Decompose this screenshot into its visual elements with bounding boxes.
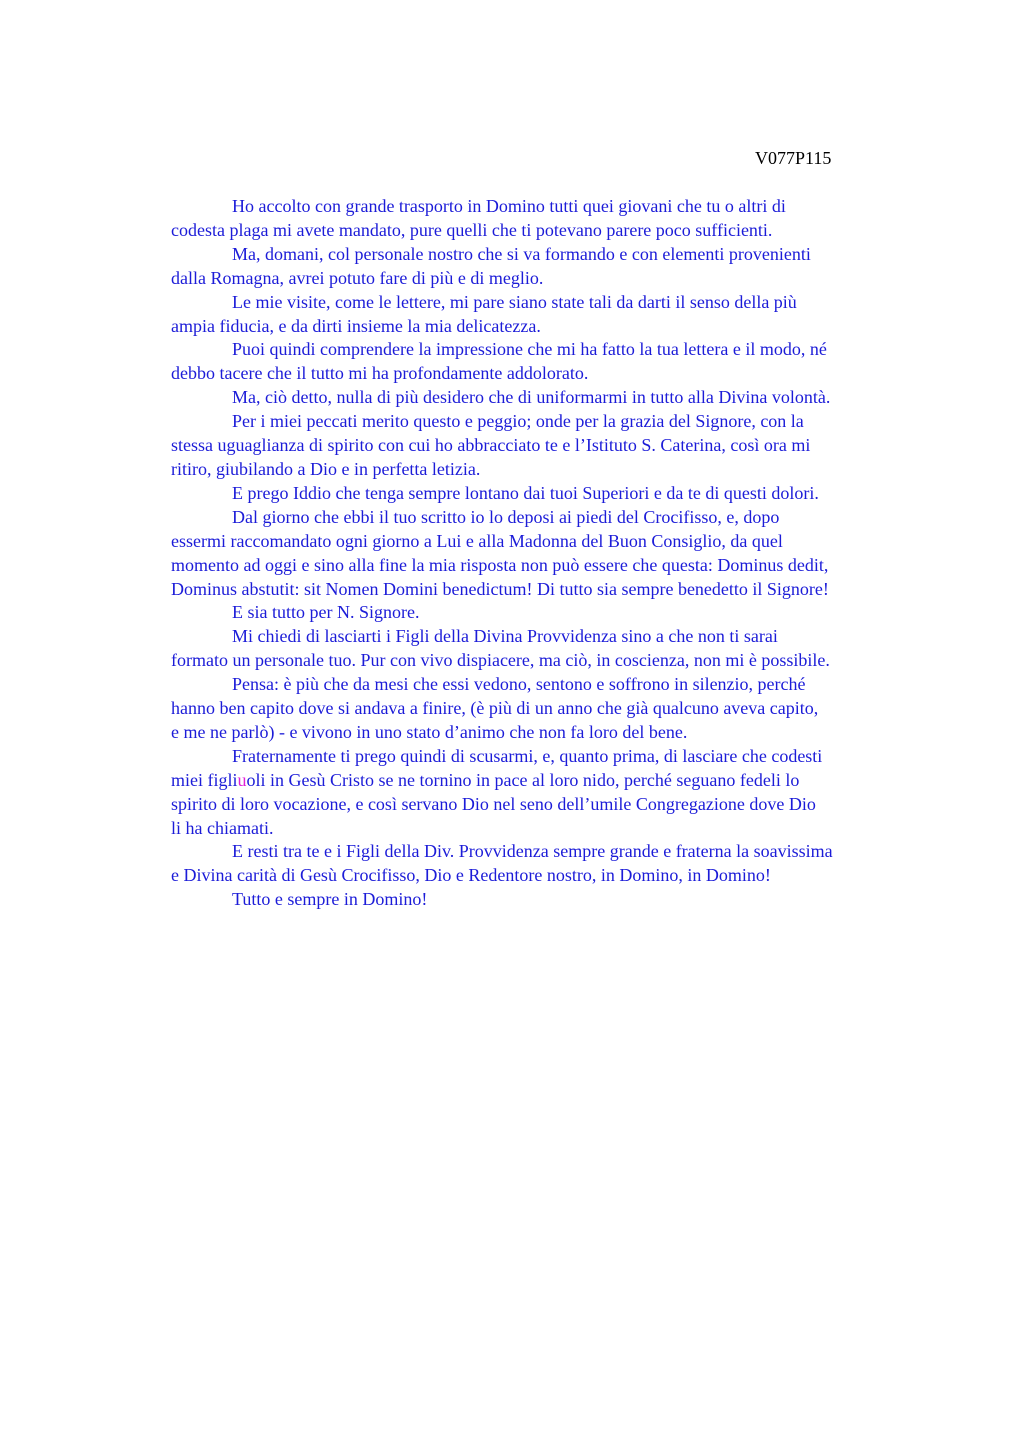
text-line: stessa uguaglianza di spirito con cui ho abbracciato te e l’Istituto S. Caterina, così ora mi [171, 435, 811, 456]
text-line: Ho accolto con grande trasporto in Domino tutti quei giovani che tu o altri di [232, 196, 786, 216]
paragraph-13 [171, 840, 931, 888]
paragraph-7 [171, 482, 931, 506]
text-line: codesta plaga mi avete mandato, pure quelli che ti potevano parere poco sufficienti. [171, 219, 773, 240]
text-line: debbo tacere che il tutto mi ha profondamente addolorato. [171, 363, 589, 384]
paragraph-9 [171, 601, 931, 625]
paragraph-11 [171, 673, 931, 745]
paragraph-10 [171, 625, 931, 673]
text-line: essermi raccomandato ogni giorno a Lui e alla Madonna del Buon Consiglio, da quel [171, 530, 783, 551]
highlighted-letter: u [237, 769, 247, 790]
paragraph-4 [171, 338, 931, 386]
paragraph-12 [171, 745, 931, 841]
text-line: spirito di loro vocazione, e così servano Dio nel seno dell’umile Congregazione dove Dio [171, 793, 816, 814]
text-line: momento ad oggi e sino alla fine la mia risposta non può essere che questa: Dominus dedit, [171, 554, 829, 575]
text-line: E prego Iddio che tenga sempre lontano dai tuoi Superiori e da te di questi dolori. [232, 482, 819, 503]
text-line: Ma, domani, col personale nostro che si va formando e con elementi provenienti [232, 243, 811, 264]
text-line: Ma, ciò detto, nulla di più desidero che di uniformarmi in tutto alla Divina volontà. [232, 387, 831, 408]
text-line: ampia fiducia, e da dirti insieme la mia delicatezza. [171, 315, 541, 336]
text-line: formato un personale tuo. Pur con vivo dispiacere, ma ciò, in coscienza, non mi è possibile. [171, 650, 830, 671]
text-line: E resti tra te e i Figli della Div. Provvidenza sempre grande e fraterna la soavissima [232, 841, 833, 862]
text-line-highlighted [171, 769, 931, 793]
paragraph-1 [171, 195, 931, 243]
text-line: li ha chiamati. [171, 817, 274, 838]
text-line: Fraternamente ti prego quindi di scusarmi, e, quanto prima, di lasciare che codesti [232, 745, 823, 766]
text-line: e Divina carità di Gesù Crocifisso, Dio e Redentore nostro, in Domino, in Domino! [171, 865, 771, 886]
page-reference: V077P115 [755, 148, 832, 168]
text-line: dalla Romagna, avrei potuto fare di più e di meglio. [171, 267, 544, 288]
text-line: Puoi quindi comprendere la impressione che mi ha fatto la tua lettera e il modo, né [232, 339, 827, 360]
paragraph-2 [171, 243, 931, 291]
text-line: Tutto e sempre in Domino! [232, 889, 428, 910]
text-line: Per i miei peccati merito questo e peggio; onde per la grazia del Signore, con la [232, 411, 804, 432]
text-line: Dominus abstutit: sit Nomen Domini benedictum! Di tutto sia sempre benedetto il Signore! [171, 578, 829, 599]
paragraph-8 [171, 506, 931, 602]
text-line: Le mie visite, come le lettere, mi pare siano state tali da darti il senso della più [232, 291, 797, 312]
letter-body [171, 195, 931, 912]
text-line: Dal giorno che ebbi il tuo scritto io lo deposi ai piedi del Crocifisso, e, dopo [232, 506, 780, 527]
text-line: Mi chiedi di lasciarti i Figli della Divina Provvidenza sino a che non ti sarai [232, 626, 778, 647]
paragraph-3 [171, 291, 931, 339]
paragraph-5 [171, 386, 931, 410]
text-line: E sia tutto per N. Signore. [232, 602, 420, 623]
text-line: hanno ben capito dove si andava a finire, (è più di un anno che già qualcuno aveva capito, [171, 698, 819, 719]
text-segment: oli in Gesù Cristo se ne tornino in pace al loro nido, perché seguano fedeli lo [246, 769, 800, 790]
paragraph-14 [171, 888, 931, 912]
text-line: e me ne parlò) - e vivono in uno stato d’animo che non fa loro del bene. [171, 721, 688, 742]
paragraph-6 [171, 410, 931, 482]
text-segment: miei figli [171, 769, 238, 790]
text-line: Pensa: è più che da mesi che essi vedono, sentono e soffrono in silenzio, perché [232, 674, 806, 695]
text-line: ritiro, giubilando a Dio e in perfetta letizia. [171, 458, 481, 479]
